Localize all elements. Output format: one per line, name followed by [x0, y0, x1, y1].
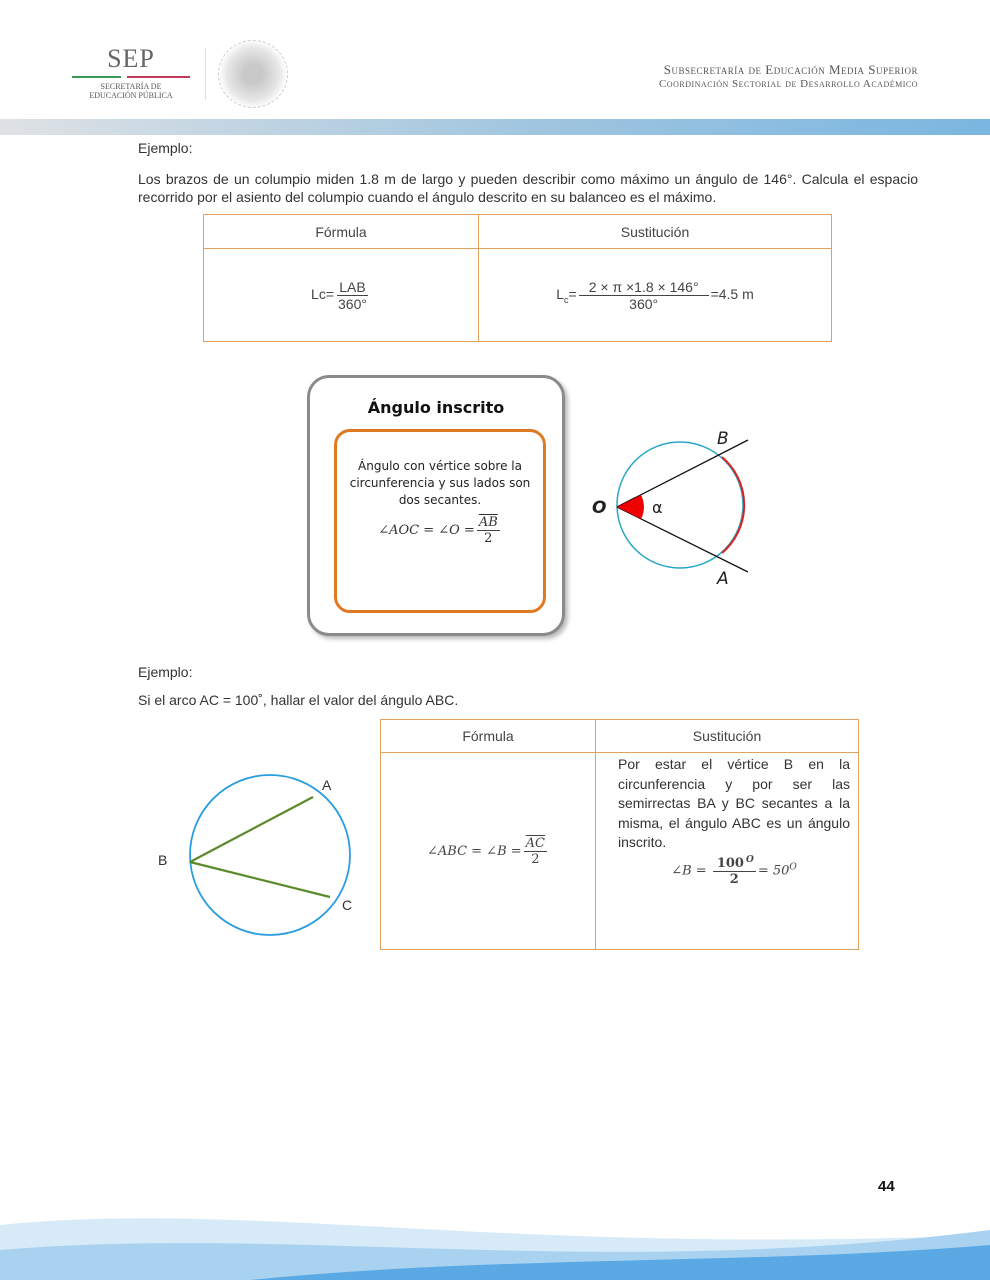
formula-den: 2	[531, 851, 540, 867]
segment-bc	[190, 862, 330, 897]
example2-diagram	[150, 770, 370, 940]
formula-lhs: Lc=	[311, 285, 334, 302]
col-formula: Fórmula	[204, 215, 479, 249]
label-o: O	[592, 498, 607, 518]
example1-problem: Los brazos de un columpio miden 1.8 m de largo y pueden describir como máximo un ángulo de 146°. Calcula el espacio recorrido por el asiento del columpio cuando el ángulo descrito en su balanceo es el máximo.	[138, 171, 918, 205]
col-sustitucion: Sustitución	[596, 720, 859, 753]
sep-logo	[72, 44, 190, 100]
label-a: A	[322, 777, 332, 793]
sub-eq: =	[568, 285, 577, 302]
formula-num: $\overline{AC}$	[525, 835, 545, 851]
label-b: B	[717, 429, 729, 449]
logo-text: SEP	[107, 44, 155, 73]
sub-lhs-sub: c	[564, 294, 569, 305]
example2-table	[380, 719, 859, 950]
concept-formula	[337, 515, 543, 546]
circle	[190, 775, 353, 935]
segment-ba	[190, 797, 313, 862]
sub-result: =4.5 m	[710, 285, 754, 302]
example1-table	[203, 214, 832, 342]
sub-lhs: L	[556, 285, 565, 302]
header-bar	[0, 119, 990, 135]
angle-marker	[617, 495, 644, 519]
concept-title: Ángulo inscrito	[367, 398, 505, 417]
national-seal	[218, 40, 288, 108]
example2-problem: Si el arco AC = 100˚, hallar el valor del ángulo ABC.	[138, 692, 459, 708]
calc-lhs: ∠B =	[671, 863, 707, 879]
concept-formula-lhs: ∠AOC = ∠O =	[378, 523, 475, 538]
calc-num-sup: O	[745, 854, 754, 865]
logo-sub1: SECRETARÍA DE	[100, 82, 162, 91]
header-divider	[205, 48, 206, 100]
concept-inner	[334, 429, 546, 613]
formula-lhs: ∠ABC = ∠B =	[427, 843, 522, 859]
col-formula: Fórmula	[381, 720, 596, 753]
header-line1: Subsecretaría de Educación Media Superior	[663, 62, 918, 77]
header-line2: Coordinación Sectorial de Desarrollo Académico	[658, 78, 918, 90]
calc-den: 2	[729, 871, 739, 887]
concept-card	[307, 375, 565, 636]
calc-num: 100	[716, 855, 744, 871]
explanation-text: Por estar el vértice B en la circunferencia y por ser las semirrectas BA y BC secantes a la misma, el ángulo ABC es un ángulo inscrito.	[618, 756, 850, 850]
substitution-cell	[479, 249, 832, 342]
example1-label: Ejemplo:	[138, 140, 193, 156]
formula-den: 360°	[338, 295, 367, 312]
page-number: 44	[878, 1178, 895, 1195]
formula-cell	[381, 753, 596, 950]
calc-rhs: = 50	[757, 863, 790, 879]
concept-formula-num: $\overline{AB}$	[478, 515, 498, 530]
substitution-cell	[596, 753, 859, 950]
concept-formula-den: 2	[484, 531, 493, 546]
label-a: A	[717, 569, 729, 589]
calc-formula	[618, 855, 850, 887]
secant-ob	[617, 440, 748, 507]
label-b: B	[158, 852, 168, 868]
formula-cell	[204, 249, 479, 342]
label-c: C	[342, 897, 353, 913]
footer-wave	[0, 1195, 990, 1280]
sub-den: 360°	[629, 295, 659, 312]
calc-rhs-sup: O	[789, 861, 797, 872]
sub-num: 2 × π ×1.8 × 146°	[579, 279, 709, 296]
example2-label: Ejemplo:	[138, 664, 193, 680]
logo-sub2: EDUCACIÓN PÚBLICA	[89, 91, 173, 100]
concept-desc: Ángulo con vértice sobre la circunferencia y sus lados son dos secantes.	[349, 459, 531, 507]
label-alpha: α	[652, 498, 663, 517]
col-sustitucion: Sustitución	[479, 215, 832, 249]
formula-num: LAB	[339, 278, 366, 295]
inscribed-angle-diagram	[580, 420, 770, 595]
